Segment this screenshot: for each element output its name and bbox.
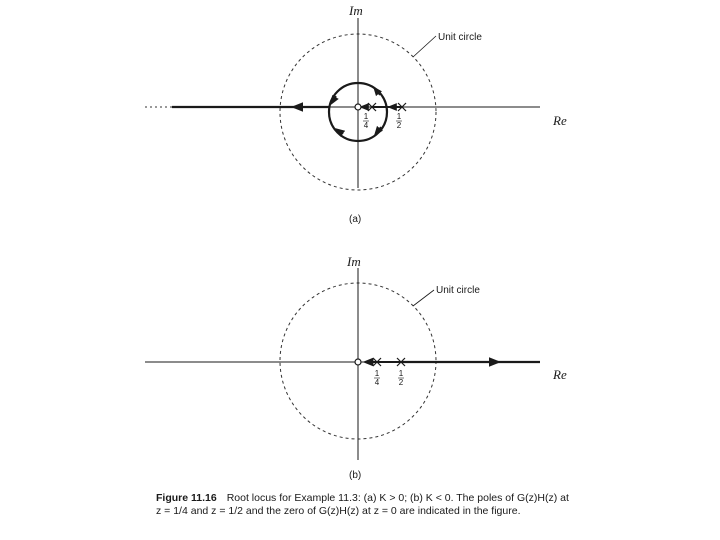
pole2-num-a: 1 bbox=[396, 112, 402, 121]
pole1-den-a: 4 bbox=[363, 121, 369, 130]
pole2-den-a: 2 bbox=[396, 121, 402, 130]
im-axis-label-a: Im bbox=[349, 3, 363, 18]
unit-circle-leader-b bbox=[413, 290, 434, 306]
zero-marker-b bbox=[355, 359, 361, 365]
panel-tag-b: (b) bbox=[349, 470, 362, 481]
panel-b bbox=[145, 254, 567, 481]
figure-caption-text: Root locus for Example 11.3: (a) K > 0; (b) K < 0. The poles of G(z)H(z) at z = 1/4 and z = 1/2 and the zero of G(z)H(z) at z = 0 are indicated in the figure. bbox=[156, 492, 569, 517]
zero-marker-a bbox=[355, 104, 361, 110]
panel-a bbox=[145, 3, 567, 225]
re-axis-label-b: Re bbox=[553, 367, 567, 382]
re-axis-label-a: Re bbox=[553, 113, 567, 128]
pole2-num-b: 1 bbox=[398, 369, 404, 378]
unit-circle-label-a: Unit circle bbox=[438, 32, 482, 43]
panel-tag-a: (a) bbox=[349, 214, 362, 225]
figure-caption-label: Figure 11.16 bbox=[156, 492, 217, 504]
unit-circle-label-b: Unit circle bbox=[436, 285, 480, 296]
figure-caption bbox=[156, 492, 576, 518]
unit-circle-leader-a bbox=[413, 36, 436, 57]
pole2-den-b: 2 bbox=[398, 378, 404, 387]
pole1-den-b: 4 bbox=[374, 378, 380, 387]
pole1-num-b: 1 bbox=[374, 369, 380, 378]
pole1-num-a: 1 bbox=[363, 112, 369, 121]
im-axis-label-b: Im bbox=[347, 254, 361, 269]
